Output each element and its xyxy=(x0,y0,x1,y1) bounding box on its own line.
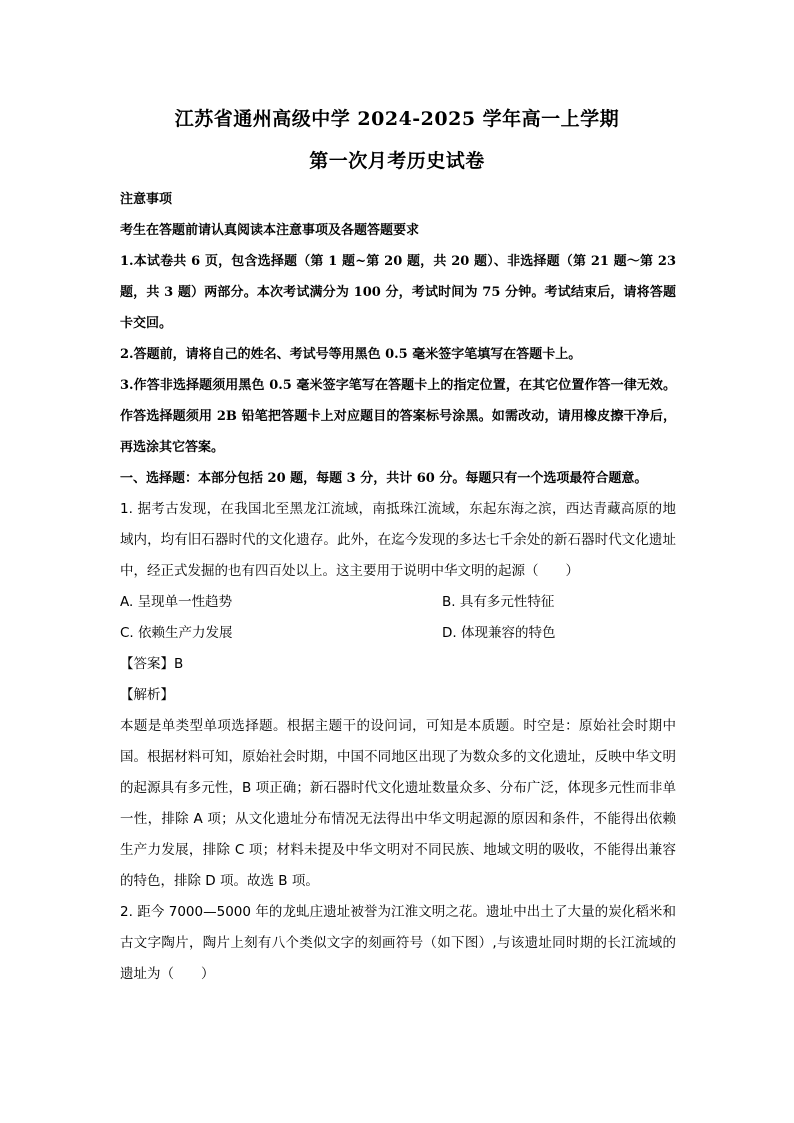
question-2-stem: 2. 距今 7000—5000 年的龙虬庄遗址被誉为江淮文明之花。遗址中出土了大量的炭化稻米和古文字陶片，陶片上刻有八个类似文字的刻画符号（如下图）,与该遗址同时期的长江流域的遗址为（ ） xyxy=(120,904,676,982)
notice-heading: 注意事项 xyxy=(120,192,173,207)
exam-body xyxy=(120,184,676,990)
exam-title: 江苏省通州高级中学 2024-2025 学年高一上学期 xyxy=(174,108,620,130)
option-d: D. 体现兼容的特色 xyxy=(442,625,556,641)
analysis-label: 【解析】 xyxy=(120,687,174,703)
notice-intro: 考生在答题前请认真阅读本注意事项及各题答题要求 xyxy=(120,223,420,238)
analysis-text: 本题是单类型单项选择题。根据主题干的设问词，可知是本质题。时空是：原始社会时期中国。根据材料可知，原始社会时期，中国不同地区出现了为数众多的文化遗址，反映中华文明的起源具有多元性，B 项正确；新石器时代文化遗址数量众多、分布广泛，体现多元性而非单一性，排除 A 项；从文化遗址分布情况无法得出中华文明起源的原因和条件，不能得出依赖生产力发展，排除 C 项；材料未提及中华文明对不同民族、地域文明的吸收，不能得出兼容的特色，排除 D 项。故选 B 项。 xyxy=(120,718,676,889)
notice-item-2: 2.答题前，请将自己的姓名、考试号等用黑色 0.5 毫米签字笔填写在答题卡上。 xyxy=(120,347,582,362)
answer-label: 【答案】B xyxy=(120,656,184,672)
question-1-options xyxy=(120,587,676,649)
question-1-stem: 1. 据考古发现，在我国北至黑龙江流域，南抵珠江流域，东起东海之滨，西达青藏高原的地域内，均有旧石器时代的文化遗存。此外，在迄今发现的多达七千余处的新石器时代文化遗址中，经正式发掘的也有四百处以上。这主要用于说明中华文明的起源（ ） xyxy=(120,501,676,579)
section-heading: 一、选择题：本部分包括 20 题，每题 3 分，共计 60 分。每题只有一个选项最符合题意。 xyxy=(120,471,648,486)
notice-item-3: 3.作答非选择题须用黑色 0.5 毫米签字笔写在答题卡上的指定位置，在其它位置作答一律无效。作答选择题须用 2B 铅笔把答题卡上对应题目的答案标号涂黑。如需改动，请用橡皮擦干净后，再选涂其它答案。 xyxy=(120,378,676,455)
exam-subtitle: 第一次月考历史试卷 xyxy=(309,150,485,172)
option-a: A. 呈现单一性趋势 xyxy=(120,594,233,610)
option-b: B. 具有多元性特征 xyxy=(442,594,555,610)
option-c: C. 依赖生产力发展 xyxy=(120,625,233,641)
notice-item-1: 1.本试卷共 6 页，包含选择题（第 1 题~第 20 题，共 20 题）、非选择题（第 21 题～第 23 题，共 3 题）两部分。本次考试满分为 100 分，考试时间为 75 分钟。考试结束后，请将答题卡交回。 xyxy=(120,254,676,331)
